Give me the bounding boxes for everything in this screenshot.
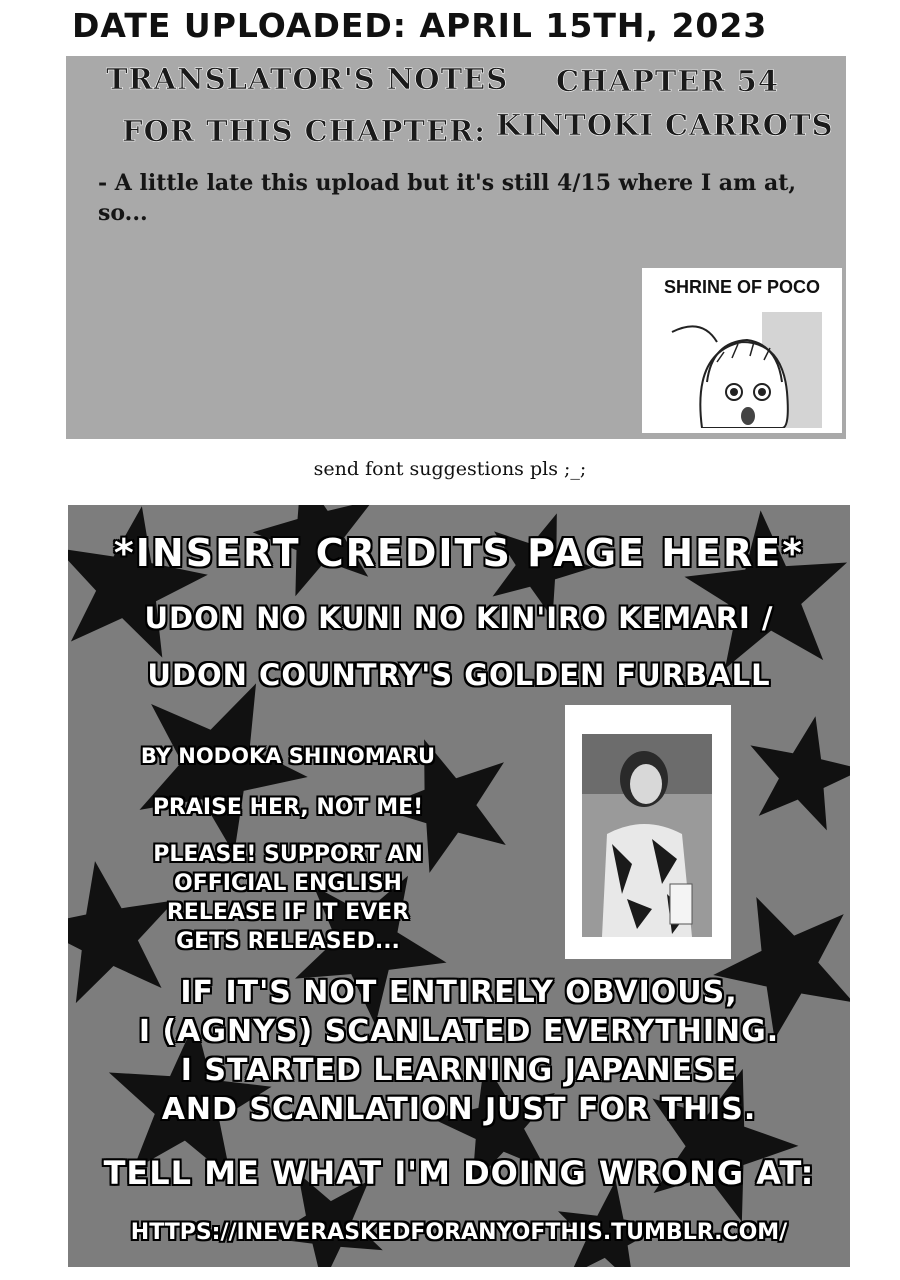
feedback-prompt: TELL ME WHAT I'M DOING WRONG AT: <box>103 1154 815 1192</box>
notes-title-line2: FOR THIS CHAPTER: <box>122 114 486 148</box>
chapter-title: KINTOKI CARROTS <box>496 108 834 142</box>
translator-notes-box <box>66 56 846 439</box>
author-credit: BY NODOKA SHINOMARU <box>140 744 436 768</box>
tumblr-link[interactable]: HTTPS://INEVERASKEDFORANYOFTHIS.TUMBLR.COM/ <box>130 1220 788 1245</box>
scanlator-line-3: I STARTED LEARNING JAPANESE <box>180 1053 738 1088</box>
author-photo-frame <box>565 705 731 959</box>
notes-title-line1: TRANSLATOR'S NOTES <box>106 62 509 96</box>
praise-line: PRAISE HER, NOT ME! <box>152 795 424 820</box>
font-suggestion-note: send font suggestions pls ;_; <box>313 458 587 480</box>
note-text: - A little late this upload but it's still 4/15 where I am at, so... <box>98 170 797 226</box>
scanlator-line-4: AND SCANLATION JUST FOR THIS. <box>161 1092 757 1127</box>
upload-date: DATE UPLOADED: APRIL 15TH, 2023 <box>72 6 768 45</box>
support-line-4: GETS RELEASED... <box>176 929 400 954</box>
author-photo <box>582 734 712 937</box>
shrine-label: SHRINE OF POCO <box>663 277 820 297</box>
support-line-3: RELEASE IF IT EVER <box>166 900 410 925</box>
scanlator-line-1: IF IT'S NOT ENTIRELY OBVIOUS, <box>180 975 738 1010</box>
manga-title-japanese: UDON NO KUNI NO KIN'IRO KEMARI / <box>144 601 774 635</box>
credits-panel <box>68 505 850 1267</box>
chapter-number: CHAPTER 54 <box>556 64 780 98</box>
poco-illustration <box>662 312 822 428</box>
shrine-panel <box>642 268 842 433</box>
support-line-1: PLEASE! SUPPORT AN <box>153 842 423 867</box>
credits-header: *INSERT CREDITS PAGE HERE* <box>113 531 805 575</box>
support-line-2: OFFICIAL ENGLISH <box>174 871 402 896</box>
scanlator-line-2: I (AGNYS) SCANLATED EVERYTHING. <box>138 1014 780 1049</box>
manga-title-english: UDON COUNTRY'S GOLDEN FURBALL <box>147 658 771 692</box>
